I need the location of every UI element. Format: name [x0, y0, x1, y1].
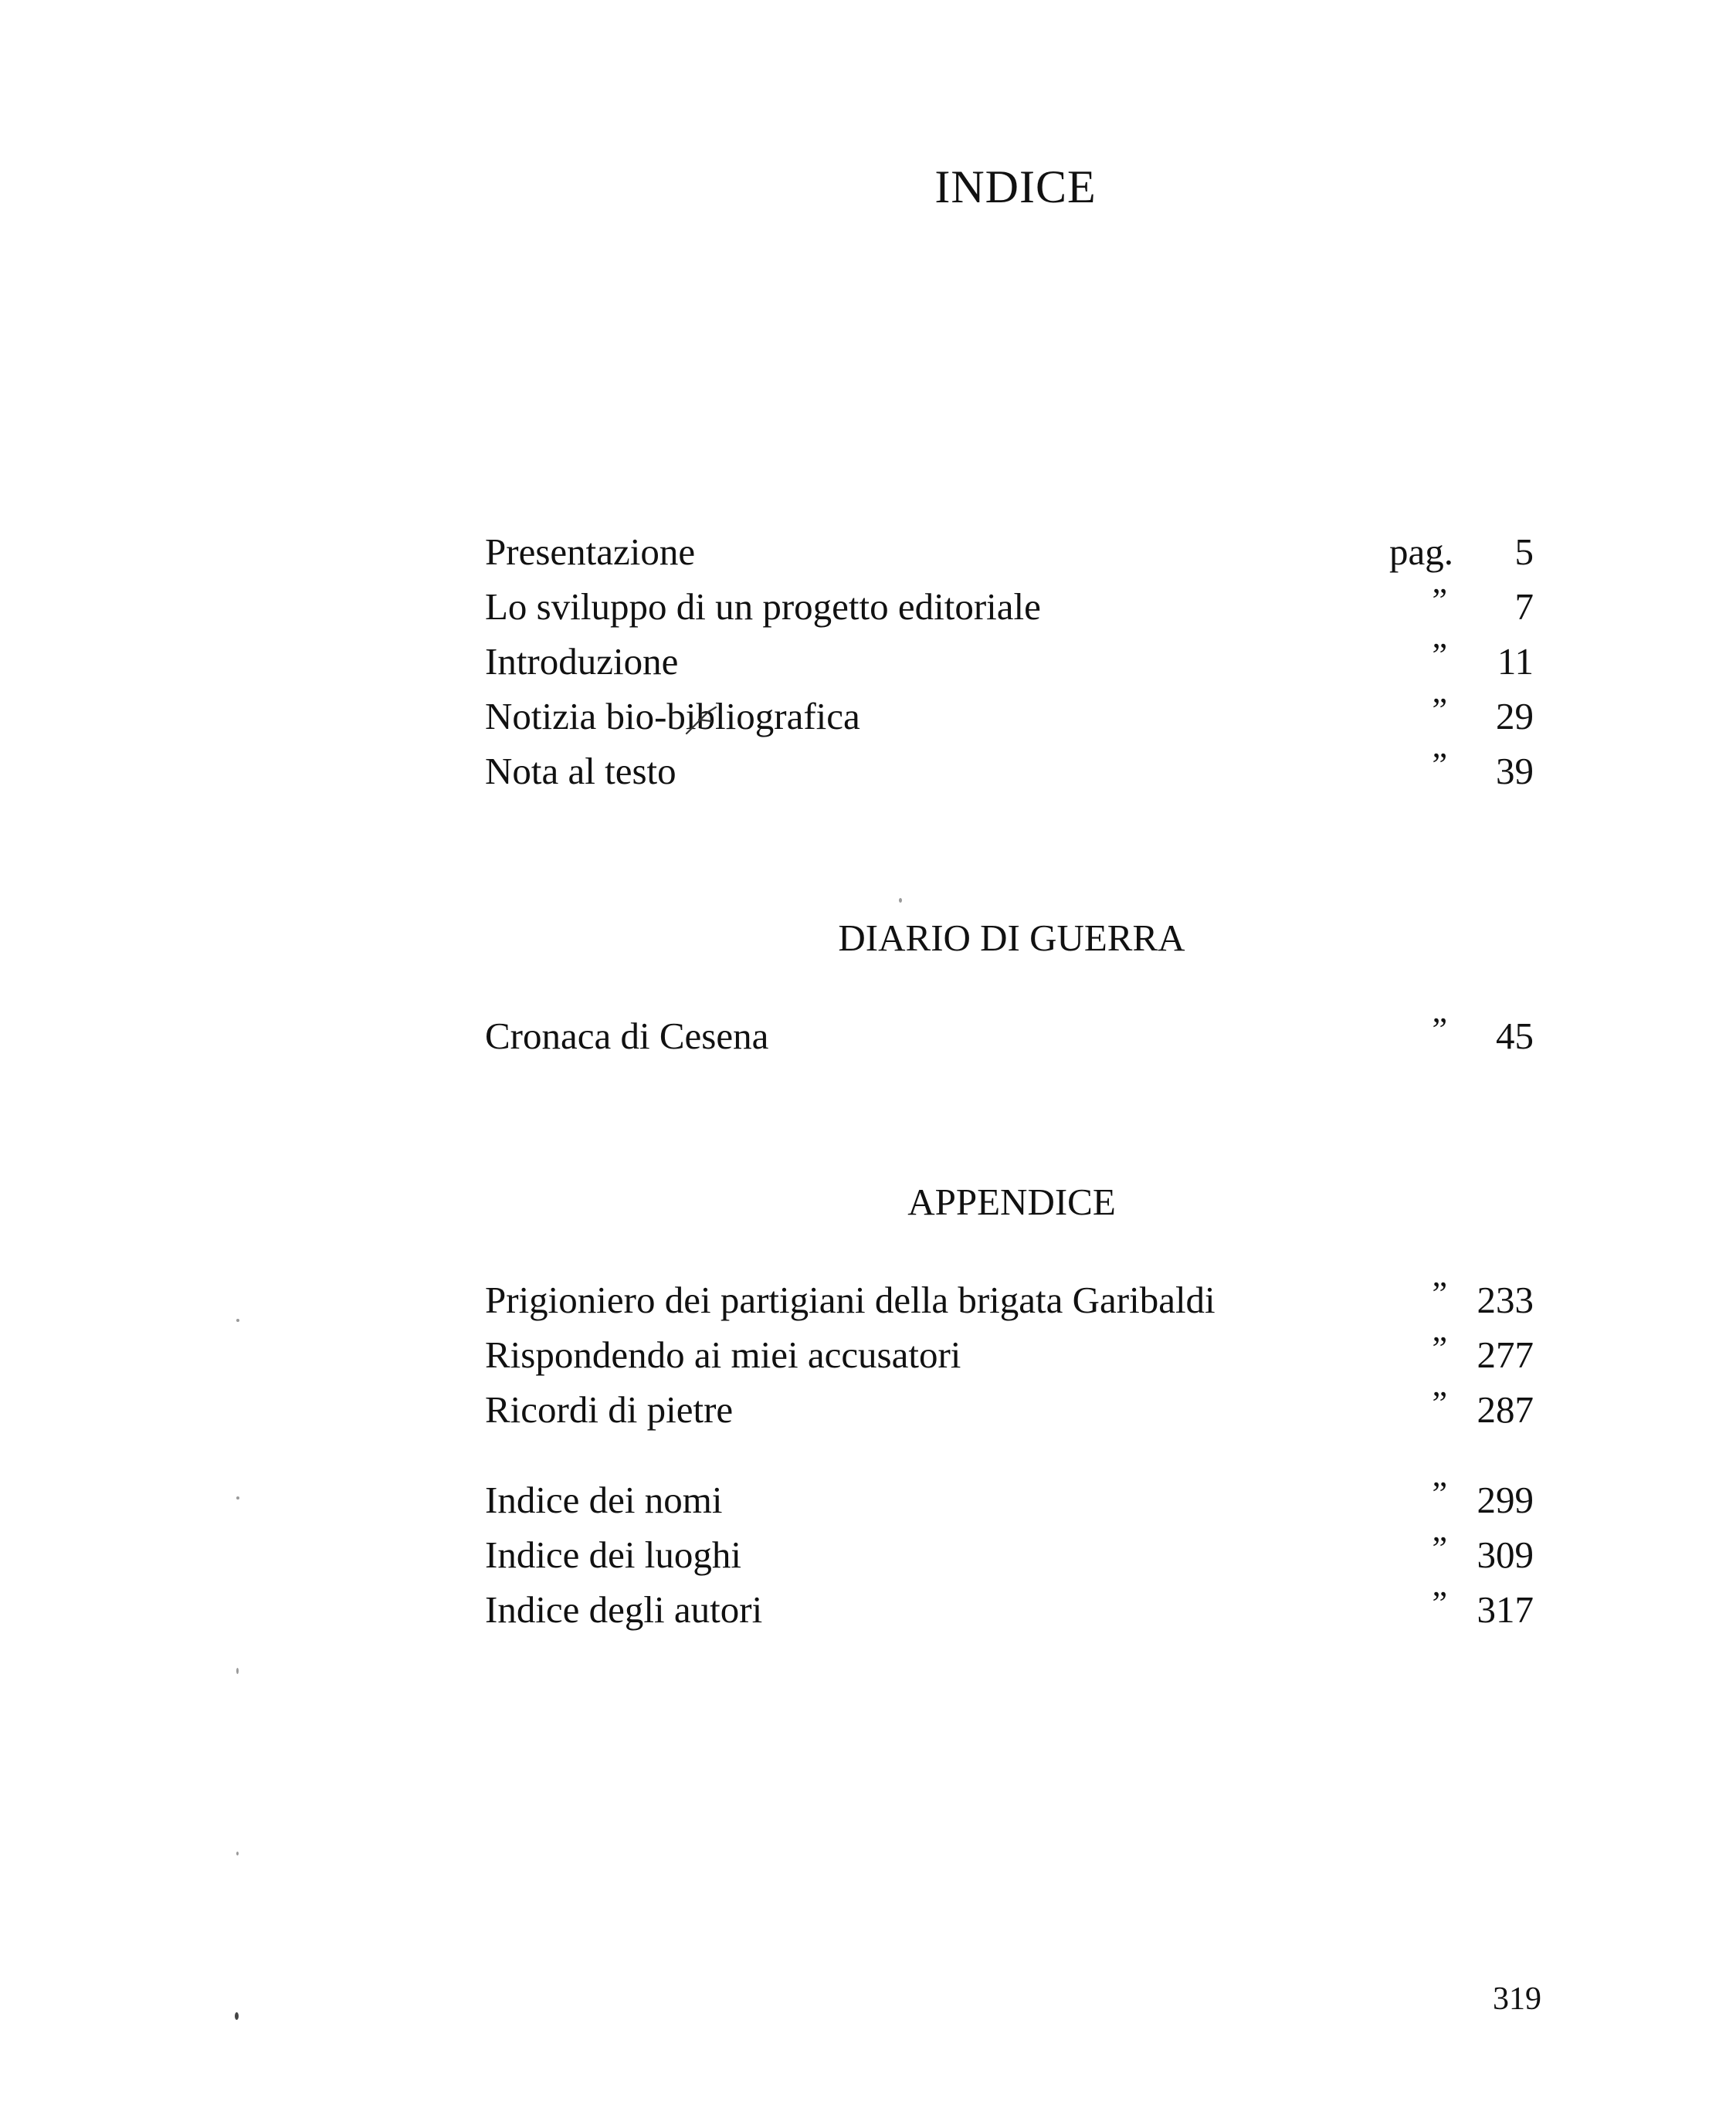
scan-speck — [236, 1496, 239, 1500]
toc-entry-label: Introduzione — [485, 640, 679, 683]
toc-entry-label: Nota al testo — [485, 750, 676, 792]
toc-entry-prefix: ” — [1432, 746, 1447, 784]
toc-entry-page: 287 — [1477, 1388, 1534, 1431]
toc-entry-label: Cronaca di Cesena — [485, 1015, 769, 1057]
toc-entry-page: 45 — [1496, 1015, 1534, 1057]
toc-entry-label: Notizia bio-bibliografica — [485, 695, 860, 737]
toc-entry — [485, 635, 1538, 689]
toc-entry-page: 277 — [1477, 1333, 1534, 1376]
scan-speck — [899, 898, 902, 903]
toc-entry-prefix: ” — [1432, 1275, 1447, 1313]
toc-entry-page: 29 — [1496, 695, 1534, 737]
toc-entry-page: 5 — [1514, 530, 1534, 573]
toc-entry-page: 39 — [1496, 750, 1534, 792]
toc-entry-page: 317 — [1477, 1588, 1534, 1631]
toc-entry — [485, 744, 1538, 798]
toc-entry-prefix: ” — [1432, 581, 1447, 619]
scan-speck — [236, 1852, 239, 1855]
toc-entry-page: 7 — [1514, 585, 1534, 628]
toc-entry-label: Prigioniero dei partigiani della brigata Garibaldi — [485, 1279, 1216, 1321]
page-title: INDICE — [934, 161, 1097, 212]
toc-entry — [485, 1009, 1538, 1063]
section-heading-diario: DIARIO DI GUERRA — [838, 917, 1185, 959]
scan-speck — [236, 1668, 239, 1674]
toc-entry — [485, 1583, 1538, 1637]
toc-entry-prefix: ” — [1432, 1584, 1447, 1622]
toc-entry-prefix: ” — [1432, 636, 1447, 674]
toc-entry — [485, 580, 1538, 634]
toc-entry-prefix: ” — [1432, 691, 1447, 729]
toc-entry-prefix: ” — [1432, 1011, 1447, 1049]
toc-entry-label: Indice dei nomi — [485, 1479, 723, 1521]
toc-entry — [485, 690, 1538, 744]
toc-entry-label: Rispondendo ai miei accusatori — [485, 1333, 961, 1376]
toc-entry-page: 233 — [1477, 1279, 1534, 1321]
toc-entry-prefix: pag. — [1389, 530, 1453, 573]
toc-entry-label: Presentazione — [485, 530, 696, 573]
toc-entry-prefix: ” — [1432, 1330, 1447, 1367]
toc-entry-page: 11 — [1497, 640, 1534, 683]
handwritten-correction-mark — [685, 704, 719, 735]
toc-entry-prefix: ” — [1432, 1384, 1447, 1422]
toc-entry — [485, 1273, 1538, 1327]
toc-entry — [485, 1528, 1538, 1582]
toc-entry — [485, 1473, 1538, 1527]
section-heading-appendice: APPENDICE — [907, 1181, 1116, 1223]
toc-entry-label: Indice dei luoghi — [485, 1533, 742, 1576]
toc-entry — [485, 525, 1538, 579]
toc-entry-label: Lo sviluppo di un progetto editoriale — [485, 585, 1041, 628]
toc-entry — [485, 1328, 1538, 1382]
toc-entry — [485, 1383, 1538, 1437]
page-number: 319 — [1493, 1981, 1541, 2017]
toc-entry-page: 299 — [1477, 1479, 1534, 1521]
scan-speck — [235, 2012, 239, 2020]
toc-entry-prefix: ” — [1432, 1475, 1447, 1513]
toc-entry-label: Ricordi di pietre — [485, 1388, 734, 1431]
toc-entry-prefix: ” — [1432, 1530, 1447, 1567]
toc-entry-label: Indice degli autori — [485, 1588, 763, 1631]
toc-entry-page: 309 — [1477, 1533, 1534, 1576]
scan-speck — [236, 1319, 239, 1322]
